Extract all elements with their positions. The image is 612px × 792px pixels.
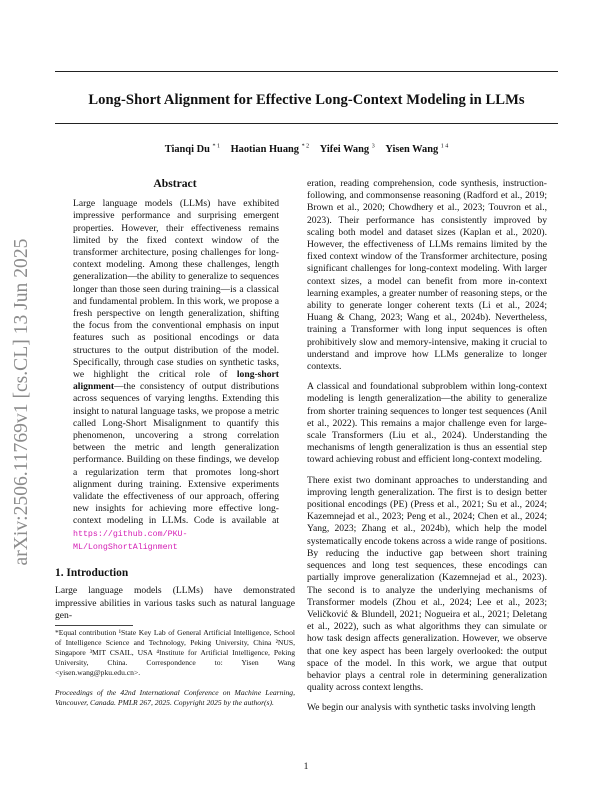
page-number: 1 xyxy=(303,761,309,772)
abstract-heading: Abstract xyxy=(153,177,197,190)
paper-title: Long-Short Alignment for Effective Long-Context Modeling in LLMs xyxy=(88,92,525,108)
intro-paragraph: Large language models (LLMs) have demonstrated impressive abilities in various tasks such as natural language gen- xyxy=(55,585,295,621)
right-column xyxy=(307,178,547,723)
intro-paragraph: eration, reading comprehension, code synthesis, instruction-following, and commonsense reasoning (Radford et al., 2019; Brown et al., 2020; Chowdhery et al., 2023; Touvron et al., 2023). Their performance has consistently improved by scaling both model and dataset sizes (Kaplan et al., 2020). However, the effectiveness of LLMs remains limited by the fixed context window of the Transformer architecture, posing significant challenges for long-context modeling. With larger context sizes, a model can benefit from more in-context learning examples, a greater number of reasoning steps, or the ability to generate longer coherent texts (Li et al., 2024; Huang & Chang, 2023; Wang et al., 2024b). Nevertheless, training a Transformer with long input sequences is often prohibitively slow and memory-intensive, making it crucial to understand and improve how LLMs generalize to longer contexts. xyxy=(307,178,547,373)
left-column xyxy=(55,178,295,622)
author-list xyxy=(55,144,558,155)
abstract-body: Large language models (LLMs) have exhibited impressive performance and surprising emergent properties. However, their effectiveness remains limited by the fixed context window of the transformer architecture, posing challenges for long-context modeling. Among these challenges, length generalization—the ability to generalize to sequences longer than those seen during training—is a classical and fundamental problem. In this work, we propose a fresh perspective on length generalization, shifting the focus from the conventional emphasis on input features such as positional encodings or data structures to the output distribution of the model. Specifically, through case studies on synthetic tasks, we highlight the critical role of long-short alignment—the consistency of output distributions across sequences of varying lengths. Extending this insight to natural language tasks, we propose a metric called Long-Short Misalignment to quantify this phenomenon, uncovering a strong correlation between the metric and length generalization performance. Building on these findings, we develop a regularization term that promotes long-short alignment during training. Extensive experiments validate the effectiveness of our approach, offering new insights for achieving more effective long-context modeling in LLMs. Code is available at https://github.com/PKU-ML/LongShortAlignment xyxy=(73,198,279,552)
intro-paragraph: A classical and foundational subproblem within long-context modeling is length generalization—the ability to generalize from shorter training sequences to longer test sequences (Anil et al., 2022). This remains a major challenge even for large-scale Transformers (Liu et al., 2024). Understanding the mechanisms of length generalization is thus an essential step toward achieving robust and efficient long-context modeling. xyxy=(307,381,547,466)
section-heading-introduction: 1. Introduction xyxy=(55,567,129,580)
title-rule-top xyxy=(55,71,558,72)
author: Tianqi Du $^{* 1}$ xyxy=(164,144,220,156)
affiliation-footnote: *Equal contribution ¹State Key Lab of General Artificial Intelligence, School of Intelligence Science and Technology, Peking University, China ²NUS, Singapore ³MIT CSAIL, USA ⁴Institute for Artificial Intelligence, Peking University, China. Correspondence to: Yisen Wang <yisen.wang@pku.edu.cn>. xyxy=(55,628,295,677)
footnote-rule xyxy=(55,625,133,626)
intro-paragraph: We begin our analysis with synthetic tasks involving length xyxy=(307,702,536,714)
title-rule-bottom xyxy=(55,123,558,124)
proceedings-note: Proceedings of the 42nd International Conference on Machine Learning, Vancouver, Canada. PMLR 267, 2025. Copyright 2025 by the author(s). xyxy=(55,688,295,707)
arxiv-identifier: arXiv:2506.11769v1 [cs.CL] 13 Jun 2025 xyxy=(11,238,32,566)
intro-paragraph: There exist two dominant approaches to understanding and improving length generalization. The first is to design better positional encodings (PE) (Press et al., 2021; Su et al., 2024; Kazemnejad et al., 2023; Peng et al., 2024; Chen et al., 2024; Yang, 2023; Zhang et al., 2024b), which help the model systematically encode tokens across a wide range of positions. By reducing the inductive gap between short training sequences and long test sequences, these encodings can partially improve generalization (Kazemnejad et al., 2023). The second is to analyze the underlying mechanisms of Transformer models (Zhou et al., 2024; Lee et al., 2023; Veličković & Blundell, 2021; Nogueira et al., 2021; Deletang et al., 2022), such as what algorithms they can simulate or how task design affects generalization. However, we observe that one key aspect has been largely overlooked: the output space of the model. In this work, we argue that output behavior plays a central role in determining generalization quality across context lengths. xyxy=(307,474,547,694)
author: Haotian Huang $^{* 2}$ xyxy=(230,144,310,156)
author: Yifei Wang $^3$ xyxy=(319,144,375,156)
author: Yisen Wang $^{1 4}$ xyxy=(385,144,449,156)
code-link[interactable]: https://github.com/PKU-ML/LongShortAlignment xyxy=(73,529,188,552)
